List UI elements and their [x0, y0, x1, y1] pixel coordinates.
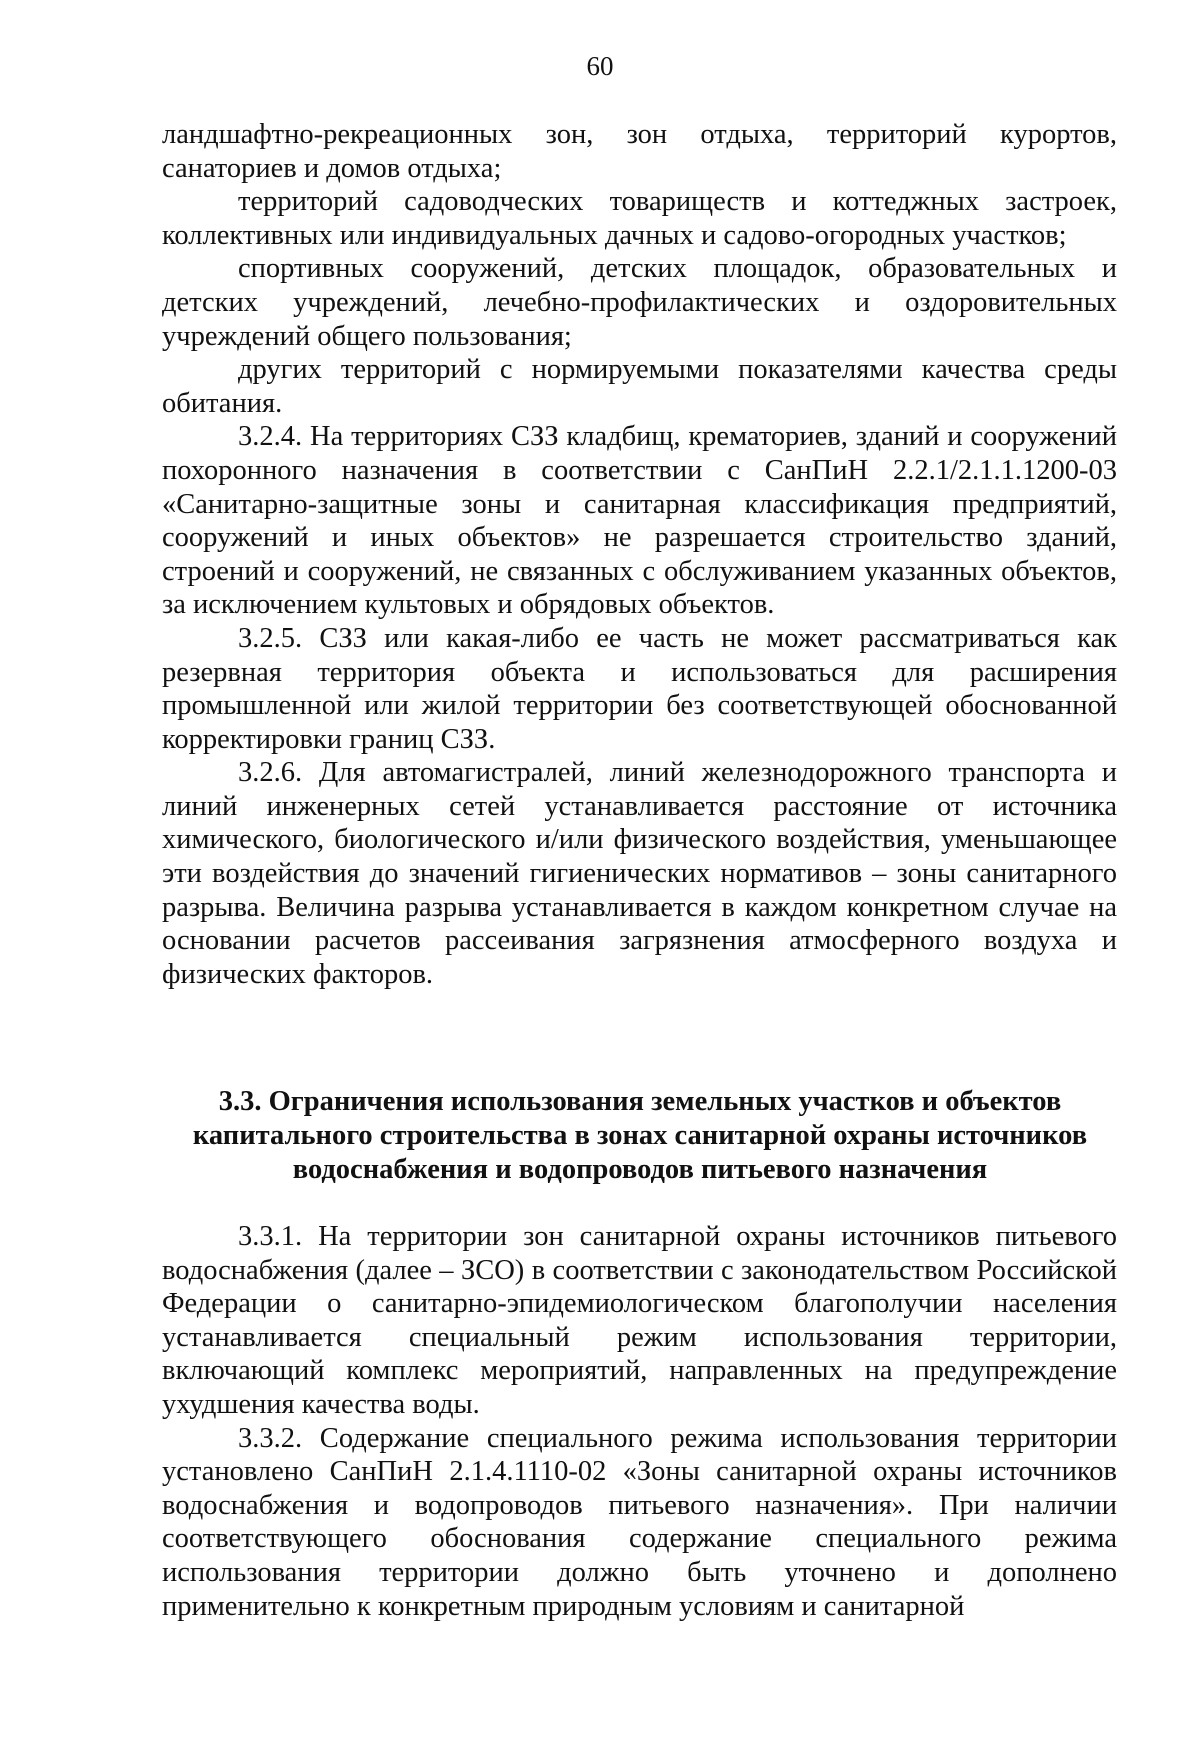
- paragraph-other-territories: других территорий с нормируемыми показателями качества среды обитания.: [162, 354, 1117, 419]
- heading-line-3: водоснабжения и водопроводов питьевого назначения: [292, 1154, 988, 1185]
- paragraph-3-2-4: 3.2.4. На территориях СЗЗ кладбищ, крематориев, зданий и сооружений похоронного назначения в соответствии с СанПиН 2.2.1/2.1.1.1200-03 «Санитарно-защитные зоны и санитарная классификация предприятий, сооружений и иных объектов» не разрешается строительство зданий, строений и сооружений, не связанных с обслуживанием указанных объектов, за исключением культовых и обрядовых объектов.: [162, 421, 1117, 621]
- paragraph-recreation-zones: ландшафтно-рекреационных зон, зон отдыха, территорий курортов, санаториев и домов отдыха;: [162, 119, 1117, 184]
- heading-line-2: капитального строительства в зонах санитарной охраны источников: [192, 1120, 1088, 1151]
- body-text-bottom: [162, 1220, 1117, 1623]
- paragraph-sports-facilities: спортивных сооружений, детских площадок, образовательных и детских учреждений, лечебно-профилактических и оздоровительных учреждений общего пользования;: [162, 253, 1117, 352]
- body-text-top: [162, 118, 1117, 991]
- paragraph-3-3-2: 3.3.2. Содержание специального режима использования территории установлено СанПиН 2.1.4.1110-02 «Зоны санитарной охраны источников водоснабжения и водопроводов питьевого назначения». При наличии соответствующего обоснования содержание специального режима использования территории должно быть уточнено и дополнено применительно к конкретным природным условиям и санитарной: [162, 1422, 1117, 1622]
- heading-line-1: 3.3. Ограничения использования земельных участков и объектов: [218, 1086, 1062, 1117]
- section-heading-3-3: [150, 1085, 1130, 1187]
- paragraph-3-2-6: 3.2.6. Для автомагистралей, линий железнодорожного транспорта и линий инженерных сетей устанавливается расстояние от источника химического, биологического и/или физического воздействия, уменьшающее эти воздействия до значений гигиенических нормативов – зоны санитарного разрыва. Величина разрыва устанавливается в каждом конкретном случае на основании расчетов рассеивания загрязнения атмосферного воздуха и физических факторов.: [162, 757, 1117, 990]
- page-number: 60: [586, 51, 614, 81]
- paragraph-garden-territories: территорий садоводческих товариществ и коттеджных застроек, коллективных или индивидуальных дачных и садово-огородных участков;: [162, 186, 1117, 251]
- paragraph-3-3-1: 3.3.1. На территории зон санитарной охраны источников питьевого водоснабжения (далее – ЗСО) в соответствии с законодательством Российской Федерации о санитарно-эпидемиологическом благополучии населения устанавливается специальный режим использования территории, включающий комплекс мероприятий, направленных на предупреждение ухудшения качества воды.: [162, 1221, 1117, 1420]
- paragraph-3-2-5: 3.2.5. СЗЗ или какая-либо ее часть не может рассматриваться как резервная территория объекта и использоваться для расширения промышленной или жилой территории без соответствующей обоснованной корректировки границ СЗЗ.: [162, 622, 1117, 755]
